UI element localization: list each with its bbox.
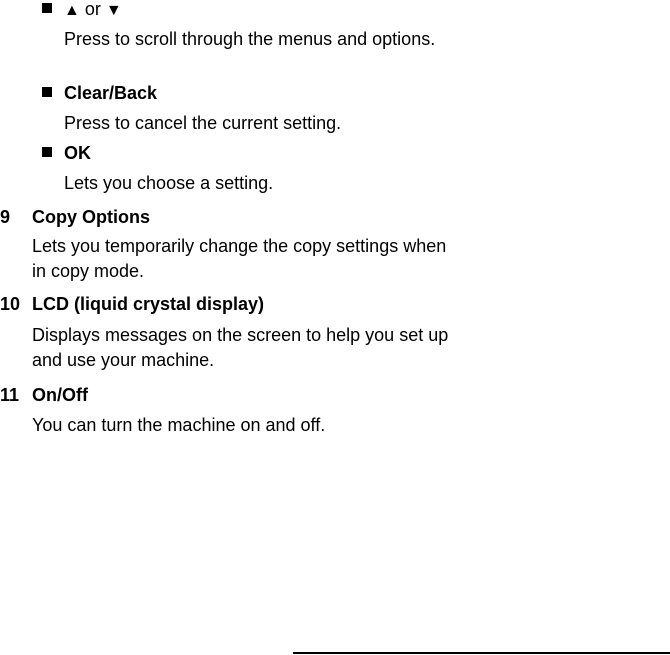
bullet-scroll-keys — [42, 0, 122, 22]
square-bullet-icon — [42, 3, 52, 13]
section-11-description: You can turn the machine on and off. — [32, 415, 326, 435]
down-arrow-icon: ▼ — [105, 2, 122, 19]
section-11-heading — [0, 384, 88, 406]
section-title: Copy Options — [32, 207, 150, 227]
section-9-heading — [0, 206, 150, 228]
section-10-heading — [0, 293, 264, 315]
square-bullet-icon — [42, 147, 52, 157]
up-arrow-icon: ▲ — [64, 2, 80, 19]
bullet-ok-description: Lets you choose a setting. — [64, 173, 274, 193]
section-title: On/Off — [32, 385, 88, 405]
bullet-scroll-keys-description: Press to scroll through the menus and options. — [64, 29, 436, 49]
section-number: 11 — [0, 385, 20, 405]
section-9-description: Lets you temporarily change the copy settings when in copy mode. — [32, 236, 447, 281]
bullet-clear-back — [42, 82, 157, 104]
bullet-ok-label: OK — [64, 143, 91, 163]
section-title: LCD (liquid crystal display) — [32, 294, 265, 314]
section-number: 10 — [0, 294, 21, 314]
footer-rule — [293, 652, 670, 654]
bullet-clear-back-description: Press to cancel the current setting. — [64, 113, 342, 133]
bullet-joiner: or — [84, 0, 101, 19]
bullet-clear-back-label: Clear/Back — [64, 83, 158, 103]
square-bullet-icon — [42, 87, 52, 97]
section-10-description: Displays messages on the screen to help you set up and use your machine. — [32, 325, 449, 370]
bullet-ok — [42, 142, 91, 164]
section-number: 9 — [0, 207, 11, 227]
